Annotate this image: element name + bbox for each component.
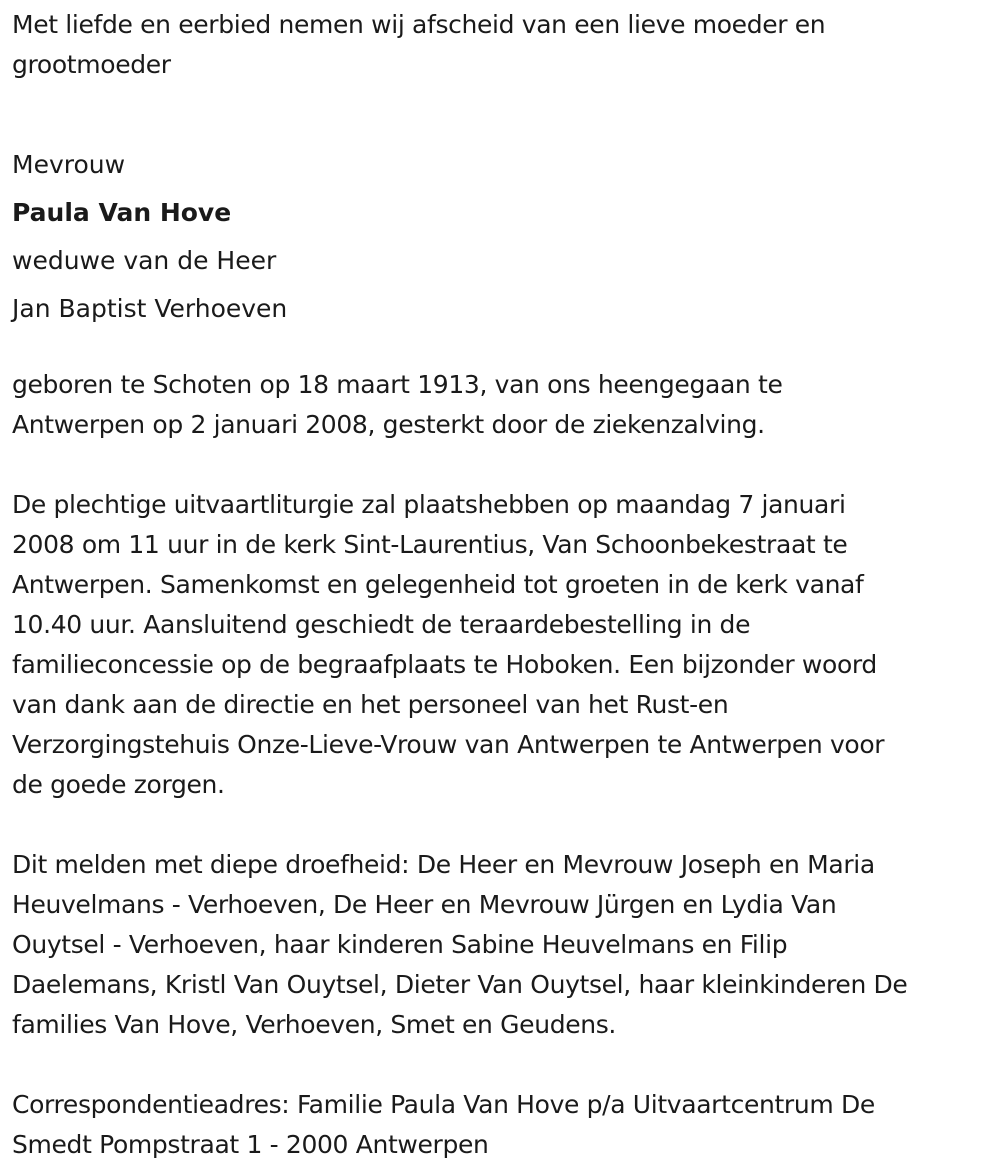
ceremony-line: De plechtige uitvaartliturgie zal plaatshebben op maandag 7 januari (12, 490, 846, 519)
ceremony-line: Verzorgingstehuis Onze-Lieve-Vrouw van Antwerpen te Antwerpen voor (12, 730, 885, 759)
ceremony-line: de goede zorgen. (12, 770, 225, 799)
intro-line: grootmoeder (12, 50, 171, 79)
spacer (12, 109, 1000, 141)
intro-line: Met liefde en eerbied nemen wij afscheid van een lieve moeder en (12, 10, 826, 39)
family-line: families Van Hove, Verhoeven, Smet en Geudens. (12, 1010, 617, 1039)
spacer (12, 333, 1000, 365)
deceased-spouse: Jan Baptist Verhoeven (12, 294, 288, 323)
ceremony-paragraph (12, 485, 1000, 805)
deceased-block (12, 141, 1000, 333)
deceased-name: Paula Van Hove (12, 198, 232, 227)
family-paragraph (12, 845, 1000, 1045)
family-line: Heuvelmans - Verhoeven, De Heer en Mevrouw Jürgen en Lydia Van (12, 890, 837, 919)
birth-death-line: geboren te Schoten op 18 maart 1913, van ons heengegaan te (12, 370, 783, 399)
spacer (12, 445, 1000, 485)
birth-death-line: Antwerpen op 2 januari 2008, gesterkt door de ziekenzalving. (12, 410, 765, 439)
correspondence-line: Correspondentieadres: Familie Paula Van Hove p/a Uitvaartcentrum De (12, 1090, 875, 1119)
family-line: Ouytsel - Verhoeven, haar kinderen Sabine Heuvelmans en Filip (12, 930, 788, 959)
deceased-relation: weduwe van de Heer (12, 246, 277, 275)
birth-death-paragraph (12, 365, 1000, 445)
ceremony-line: 2008 om 11 uur in de kerk Sint-Laurentius, Van Schoonbekestraat te (12, 530, 848, 559)
correspondence-paragraph (12, 1085, 1000, 1165)
ceremony-line: van dank aan de directie en het personeel van het Rust-en (12, 690, 729, 719)
spacer (12, 805, 1000, 845)
family-line: Daelemans, Kristl Van Ouytsel, Dieter Van Ouytsel, haar kleinkinderen De (12, 970, 908, 999)
spacer (12, 1045, 1000, 1085)
deceased-title: Mevrouw (12, 150, 126, 179)
ceremony-line: 10.40 uur. Aansluitend geschiedt de teraardebestelling in de (12, 610, 751, 639)
correspondence-line: Smedt Pompstraat 1 - 2000 Antwerpen (12, 1130, 489, 1159)
ceremony-line: familieconcessie op de begraafplaats te Hoboken. Een bijzonder woord (12, 650, 877, 679)
family-line: Dit melden met diepe droefheid: De Heer en Mevrouw Joseph en Maria (12, 850, 875, 879)
ceremony-line: Antwerpen. Samenkomst en gelegenheid tot groeten in de kerk vanaf (12, 570, 864, 599)
intro-paragraph (12, 5, 1000, 85)
